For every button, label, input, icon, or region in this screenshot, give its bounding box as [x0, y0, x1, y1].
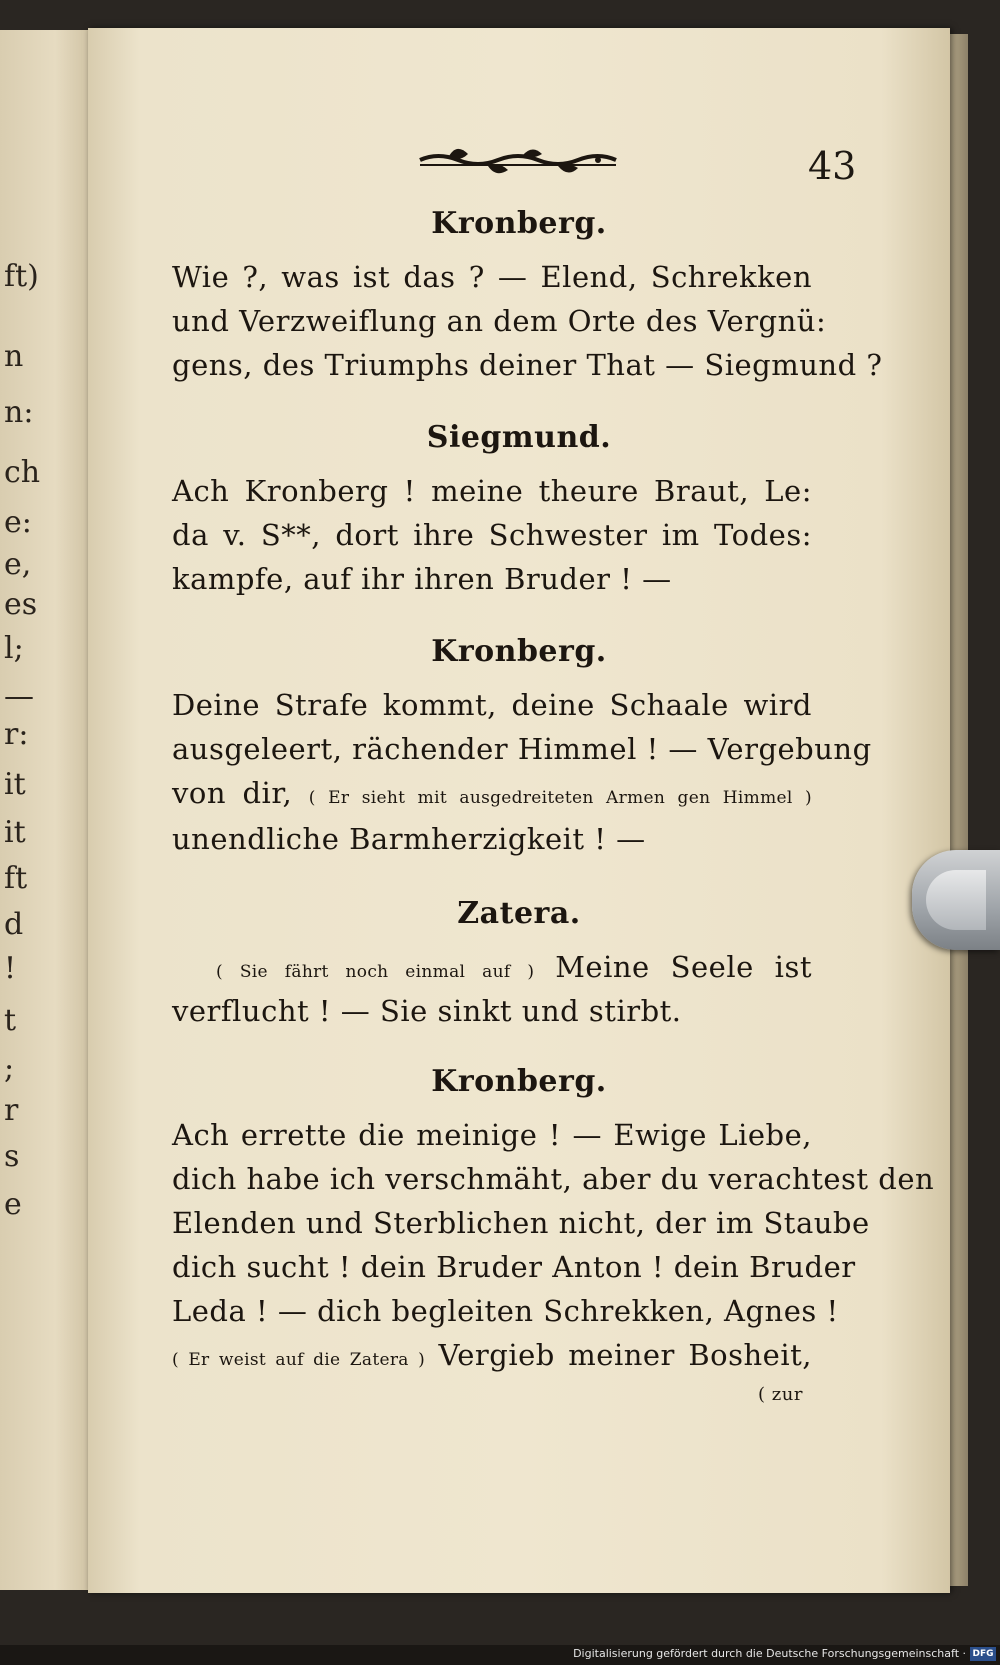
text-line: Ach Kronberg ! meine theure Braut, Le: — [172, 474, 812, 508]
text-line: kampfe, auf ihr ihren Bruder ! — — [172, 562, 672, 596]
text-line — [216, 950, 812, 984]
text-line: da v. S**, dort ihre Schwester im Todes: — [172, 518, 812, 552]
left-fragment: it — [4, 767, 26, 802]
left-fragment: — — [4, 679, 34, 714]
left-fragment: n: — [4, 395, 34, 430]
left-fragment: ft) — [4, 259, 39, 294]
text-line: Ach errette die meinige ! — Ewige Liebe, — [172, 1118, 812, 1152]
left-fragment: r — [4, 1093, 19, 1128]
dfg-logo: DFG — [970, 1647, 996, 1661]
text-line: und Verzweiflung an dem Orte des Vergnü: — [172, 304, 827, 338]
speaker-name: Kronberg. — [431, 206, 607, 241]
stage-direction: ( Er weist auf die Zatera ) — [172, 1350, 426, 1370]
book-page — [88, 28, 950, 1593]
digitization-credit: Digitalisierung gefördert durch die Deutsche Forschungsgemeinschaft · — [573, 1647, 966, 1660]
stage-direction: ( Er sieht mit ausgedreiteten Armen gen Himmel ) — [308, 788, 812, 808]
stage-direction: ( Sie fährt noch einmal auf ) — [216, 962, 535, 982]
left-fragment: ch — [4, 455, 41, 490]
left-fragment: ft — [4, 861, 28, 896]
speaker-name: Siegmund. — [426, 420, 612, 455]
text-line: Wie ?, was ist das ? — Elend, Schrekken — [172, 260, 812, 294]
left-fragment: ! — [4, 951, 17, 986]
text-line — [172, 1338, 812, 1372]
line-text: Meine Seele ist — [555, 950, 812, 984]
left-fragment: it — [4, 815, 26, 850]
line-text: Vergieb meiner Bosheit, — [438, 1338, 812, 1372]
line-text: von dir, — [172, 776, 293, 810]
text-line: dich habe ich verschmäht, aber du verachtest den — [172, 1162, 935, 1196]
page-number: 43 — [808, 144, 857, 188]
page-clip-inner — [926, 870, 986, 930]
speaker-name: Kronberg. — [431, 1064, 607, 1099]
left-fragment: t — [4, 1003, 17, 1038]
text-line: Elenden und Sterblichen nicht, der im Staube — [172, 1206, 870, 1240]
text-line: unendliche Barmherzigkeit ! — — [172, 822, 646, 856]
text-line — [172, 776, 812, 810]
text-line: gens, des Triumphs deiner That — Siegmund ? — [172, 348, 883, 382]
left-fragment: d — [4, 907, 24, 942]
speaker-name: Zatera. — [457, 896, 581, 931]
left-fragment: n — [4, 339, 24, 374]
speaker-name: Kronberg. — [431, 634, 607, 669]
text-line: verflucht ! — Sie sinkt und stirbt. — [172, 994, 682, 1028]
left-fragment: s — [4, 1139, 20, 1174]
left-page — [0, 30, 92, 1590]
left-fragment: e — [4, 1187, 22, 1222]
left-fragment: es — [4, 587, 38, 622]
left-fragment: l; — [4, 631, 24, 666]
left-fragment: e: — [4, 505, 32, 540]
left-fragment: r: — [4, 717, 29, 752]
text-line: ausgeleert, rächender Himmel ! — Vergebung — [172, 732, 872, 766]
left-fragment: ; — [4, 1051, 15, 1086]
text-line: Leda ! — dich begleiten Schrekken, Agnes ! — [172, 1294, 839, 1328]
text-line: dich sucht ! dein Bruder Anton ! dein Bruder — [172, 1250, 856, 1284]
page-edge — [948, 34, 968, 1586]
ornament-icon — [418, 140, 618, 180]
left-fragment: e, — [4, 547, 32, 582]
page-clip-icon — [912, 850, 1000, 950]
catchword: ( zur — [758, 1384, 803, 1405]
text-line: Deine Strafe kommt, deine Schaale wird — [172, 688, 812, 722]
